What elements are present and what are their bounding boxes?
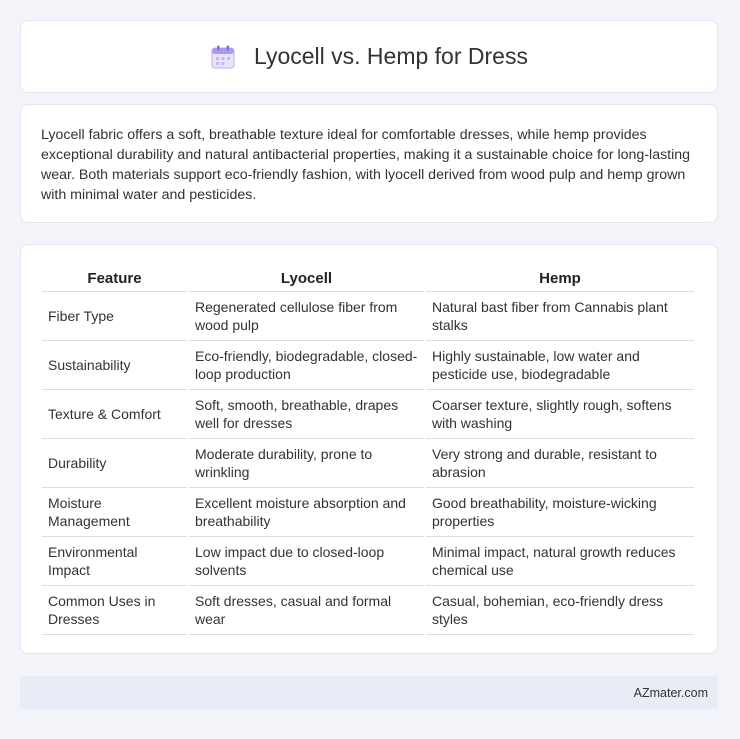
feature-cell: Sustainability	[42, 341, 187, 390]
feature-cell: Common Uses in Dresses	[42, 586, 187, 635]
lyocell-cell: Soft, smooth, breathable, drapes well for dresses	[189, 390, 424, 439]
lyocell-cell: Low impact due to closed-loop solvents	[189, 537, 424, 586]
title-wrap	[210, 43, 528, 70]
column-header-hemp: Hemp	[426, 265, 694, 292]
comparison-table	[40, 265, 696, 635]
feature-cell: Texture & Comfort	[42, 390, 187, 439]
hemp-cell: Minimal impact, natural growth reduces chemical use	[426, 537, 694, 586]
table-row	[42, 341, 694, 390]
feature-cell: Environmental Impact	[42, 537, 187, 586]
feature-cell: Durability	[42, 439, 187, 488]
lyocell-cell: Soft dresses, casual and formal wear	[189, 586, 424, 635]
table-row	[42, 390, 694, 439]
hemp-cell: Highly sustainable, low water and pesticide use, biodegradable	[426, 341, 694, 390]
table-row	[42, 439, 694, 488]
title-card	[20, 20, 718, 93]
feature-cell: Fiber Type	[42, 292, 187, 341]
hemp-cell: Good breathability, moisture-wicking properties	[426, 488, 694, 537]
footer-brand: AZmater.com	[633, 685, 708, 700]
comparison-card	[20, 244, 718, 654]
column-header-feature: Feature	[42, 265, 187, 292]
page-title: Lyocell vs. Hemp for Dress	[254, 43, 528, 69]
hemp-cell: Very strong and durable, resistant to abrasion	[426, 439, 694, 488]
feature-cell: Moisture Management	[42, 488, 187, 537]
table-row	[42, 292, 694, 341]
hemp-cell: Natural bast fiber from Cannabis plant stalks	[426, 292, 694, 341]
calendar-icon	[210, 44, 236, 70]
hemp-cell: Coarser texture, slightly rough, softens with washing	[426, 390, 694, 439]
lyocell-cell: Moderate durability, prone to wrinkling	[189, 439, 424, 488]
table-row	[42, 586, 694, 635]
table-row	[42, 537, 694, 586]
footer-bar	[20, 676, 718, 709]
hemp-cell: Casual, bohemian, eco-friendly dress styles	[426, 586, 694, 635]
lyocell-cell: Excellent moisture absorption and breathability	[189, 488, 424, 537]
intro-text: Lyocell fabric offers a soft, breathable texture ideal for comfortable dresses, while hemp provides exceptional durability and natural antibacterial properties, making it a sustainable choice for long-lasting wear. Both materials support eco-friendly fashion, with lyocell derived from wood pulp and hemp grown with minimal water and pesticides.	[41, 127, 691, 203]
column-header-lyocell: Lyocell	[189, 265, 424, 292]
intro-card	[20, 104, 718, 223]
table-header-row	[42, 265, 694, 292]
lyocell-cell: Regenerated cellulose fiber from wood pulp	[189, 292, 424, 341]
table-row	[42, 488, 694, 537]
lyocell-cell: Eco-friendly, biodegradable, closed-loop production	[189, 341, 424, 390]
